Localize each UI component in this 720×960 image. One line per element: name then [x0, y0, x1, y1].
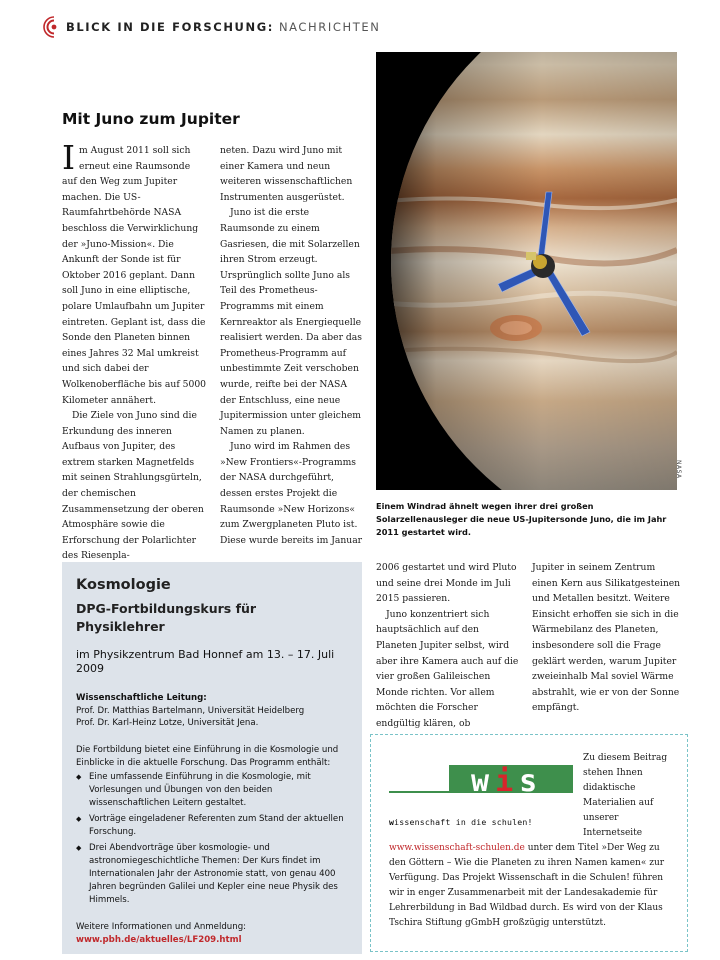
section-label: BLICK IN DIE FORSCHUNG:: [66, 20, 274, 34]
article-paragraph: Die Ziele von Juno sind die Erkundung des inneren Aufbaus von Jupiter, des extrem starken Magnetfelds mit seinen Strahlungsgürteln, der chemischen Zusammensetzung der oberen Atmosphäre sowie die Erforschung der Polarlichter des Riesenpla-: [62, 410, 204, 562]
list-item: ◆ Drei Abendvorträge über kosmologie- und astronomiegeschichtliche Themen: Der Kurs findet im Internationalen Jahr der Astronomie statt, von genau 400 Jahren begründen Galilei und Kepler eine neue Physik des Himmels.: [76, 842, 348, 907]
wis-url-link[interactable]: www.wissenschaft-schulen.de: [389, 843, 525, 853]
wis-logo-graphic: [389, 751, 573, 813]
course-date: im Physikzentrum Bad Honnef am 13. – 17. Juli 2009: [76, 648, 335, 675]
article-paragraph: Juno wird im Rahmen des »New Frontiers«-Programms der NASA durchgeführt, dessen erstes Projekt die Raumsonde »New Horizons« zum Zwergplaneten Pluto ist. Diese wurde bereits im Januar: [220, 441, 363, 546]
wis-text-pre: Zu diesem Beitrag stehen Ihnen didaktische Materialien auf unserer Internetseite: [583, 753, 668, 838]
article-column-2: [220, 143, 365, 548]
course-more-info: Weitere Informationen und Anmeldung:: [76, 921, 247, 932]
article-paragraph: [62, 138, 207, 408]
article-title: Mit Juno zum Jupiter: [62, 110, 240, 128]
article-paragraph: Jupiter in seinem Zentrum einen Kern aus Silikatgesteinen und Metallen besitzt. Weitere Einsicht erhoffen sie sich in die Wärmebilanz des Planeten, insbesondere soll die Frage geklärt werden, warum Jupiter zweieinhalb Mal soviel Wärme abstrahlt, wie er von der Sonne empfängt.: [532, 562, 681, 714]
course-url-link[interactable]: www.pbh.de/aktuelles/LF209.html: [76, 934, 242, 945]
subsection-label: NACHRICHTEN: [278, 20, 381, 34]
wis-tagline-initial: w: [389, 817, 395, 827]
list-item: ◆ Vorträge eingeladener Referenten zum Stand der aktuellen Forschung.: [76, 813, 348, 839]
photo-credit: NASA: [675, 460, 682, 479]
wis-tagline-text: issenschaft in die schulen!: [394, 817, 533, 827]
wis-letter-i: i: [495, 764, 520, 799]
wis-tagline: [389, 815, 533, 830]
article-paragraph: neten. Dazu wird Juno mit einer Kamera und neun weiteren wissenschaftlichen Instrumenten ausgerüstet.: [220, 145, 353, 203]
article-paragraph-text: m August 2011 soll sich erneut eine Raumsonde auf den Weg zum Jupiter machen. Die US-Raumfahrtbehörde NASA beschloss die Verwirklichung der »Juno-Mission«. Die Ankunft der Sonde ist für Oktober 2016 geplant. Dann soll Juno in eine elliptische, polare Umlaufbahn um Jupiter eintreten. Geplant ist, dass die Sonde den Planeten binnen eines Jahres 32 Mal umkreist und sich dabei der Wolkenoberfläche bis auf 5000 Kilometer annähert.: [62, 145, 207, 406]
wis-logo: [389, 751, 573, 829]
jupiter-juno-photo: [376, 52, 677, 490]
course-lead-1: Prof. Dr. Matthias Bartelmann, Universität Heidelberg: [76, 705, 305, 716]
article-paragraph: 2006 gestartet und wird Pluto und seine drei Monde im Juli 2015 passieren.: [376, 562, 517, 605]
course-program-list: [76, 771, 348, 907]
course-lead-2: Prof. Dr. Karl-Heinz Lotze, Universität Jena.: [76, 718, 259, 728]
course-info-box: [62, 562, 362, 954]
wis-letter-s: s: [519, 764, 544, 799]
course-lead-heading: Wissenschaftliche Leitung:: [76, 693, 207, 703]
wis-info-box: [370, 734, 688, 952]
drop-cap: I: [62, 138, 76, 177]
page-header: [38, 14, 380, 40]
course-title: Kosmologie: [76, 577, 171, 593]
wis-text-post: unter dem Titel »Der Weg zu den Göttern – Wie die Planeten zu ihren Namen kamen« zur Verfügung. Das Projekt Wissenschaft in die Schulen! führen wir in enger Zusammenarbeit mit der Landesakademie für Lehrerbildung in Bad Wildbad durch. Es wird von der Klaus Tschira Stiftung gGmbH großzügig unterstützt.: [389, 843, 665, 928]
article-column-1: [62, 138, 207, 564]
photo-caption: Einem Windrad ähnelt wegen ihrer drei großen Solarzellenausleger die neue US-Jupitersonde Juno, die im Jahr 2011 gestartet wird.: [376, 501, 667, 537]
article-column-3: [376, 560, 521, 732]
wis-letter-w: w: [471, 764, 496, 799]
list-item: ◆ Eine umfassende Einführung in die Kosmologie, mit Vorlesungen und Übungen von den beiden wissenschaftlichen Leitern gestaltet.: [76, 771, 348, 810]
article-paragraph: Juno konzentriert sich hauptsächlich auf den Planeten Jupiter selbst, wird aber ihre Kamera auch auf die vier großen Galileischen Monde richten. Vor allem möchten die Forscher endgültig klären, ob: [376, 608, 519, 729]
wis-logo-letters: [471, 765, 543, 799]
jupiter-illustration: [376, 52, 677, 490]
course-subtitle: DPG-Fortbildungskurs für Physiklehrer: [76, 601, 257, 634]
article-paragraph: Juno ist die erste Raumsonde zu einem Gasriesen, die mit Solarzellen ihren Strom erzeugt. Ursprünglich sollte Juno als Teil des Prometheus-Programms mit einem Kernreaktor als Energiequelle realisiert werden. Da aber das Prometheus-Programm auf unbestimmte Zeit verschoben wurde, reifte bei der NASA der Entschluss, eine neue Jupitermission unter gleichem Namen zu planen.: [220, 207, 362, 437]
course-intro: Die Fortbildung bietet eine Einführung in die Kosmologie und Einblicke in die aktuelle Forschung. Das Programm enthält:: [76, 744, 339, 768]
article-column-4: [532, 560, 682, 716]
rings-logo-icon: [38, 16, 60, 38]
